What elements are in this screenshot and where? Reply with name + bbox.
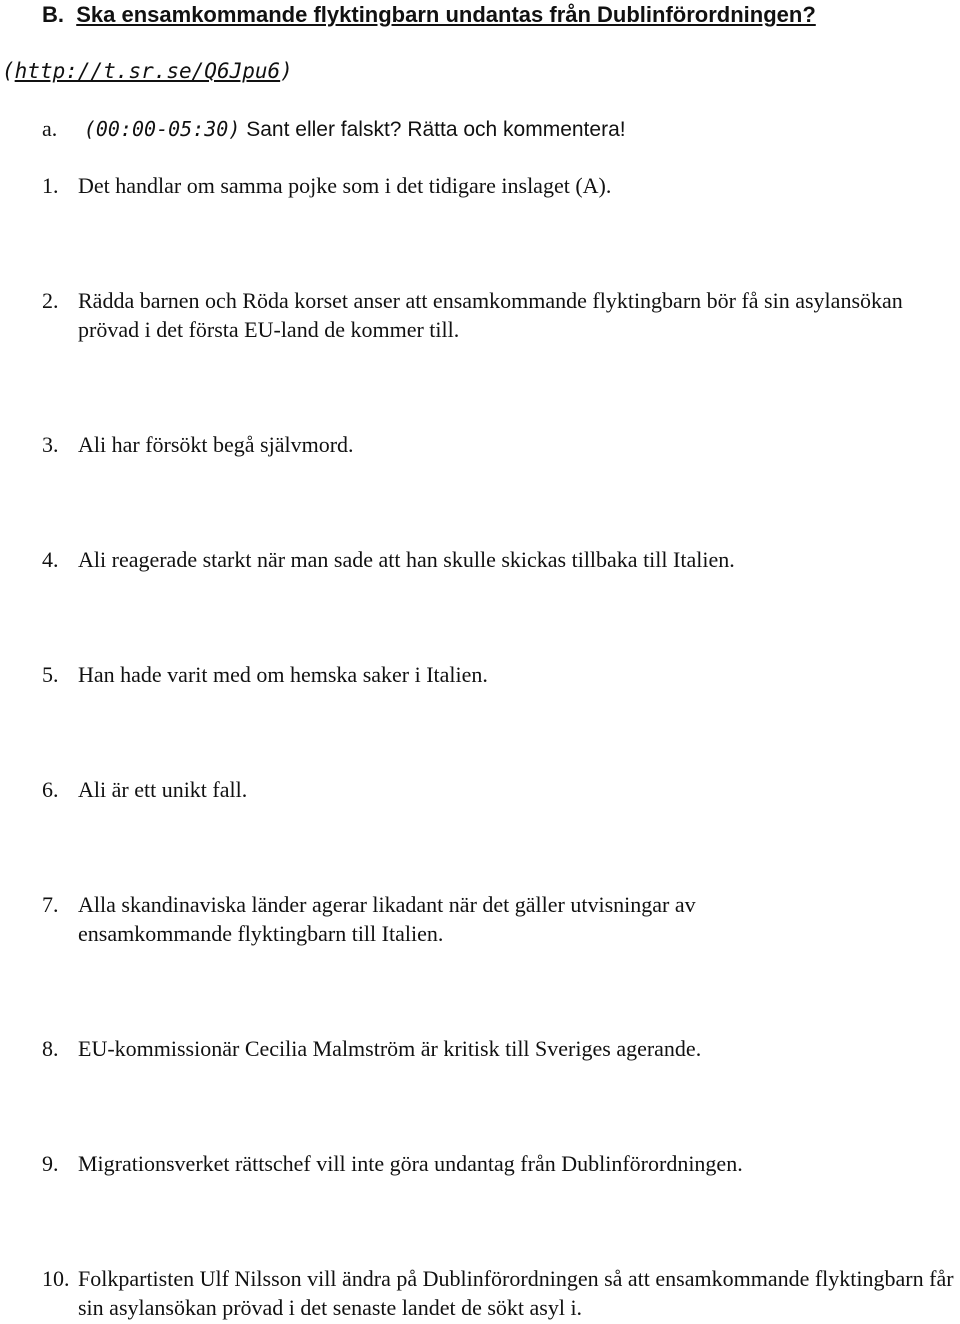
task-instruction — [42, 114, 626, 145]
statement-number: 6. — [42, 777, 59, 802]
statement-text: Det handlar om samma pojke som i det tidigare inslaget (A). — [78, 173, 612, 198]
statement-text: Folkpartisten Ulf Nilsson vill ändra på Dublinförordningen så att ensamkommande flyktingbarn får sin asylansökan prövad i det senaste landet de sökt asyl i. — [78, 1266, 954, 1320]
statement-number: 5. — [42, 662, 59, 687]
statement-text: Alla skandinaviska länder agerar likadant när det gäller utvisningar av ensamkommande flyktingbarn till Italien. — [78, 892, 696, 946]
statement-text: EU-kommissionär Cecilia Malmström är kritisk till Sveriges agerande. — [78, 1036, 702, 1061]
heading-title: Ska ensamkommande flyktingbarn undantas från Dublinförordningen? — [76, 2, 816, 27]
statement-item — [42, 545, 960, 574]
section-heading — [42, 0, 816, 30]
heading-letter: B. — [42, 2, 64, 27]
statement-item — [42, 1034, 960, 1063]
statement-text: Han hade varit med om hemska saker i Italien. — [78, 662, 488, 687]
statement-number: 4. — [42, 547, 59, 572]
statement-item — [42, 775, 960, 804]
statement-item — [42, 890, 842, 948]
statement-text: Ali har försökt begå självmord. — [78, 432, 354, 457]
statement-item — [42, 430, 960, 459]
source-link[interactable]: http://t.sr.se/Q6Jpu6 — [14, 59, 281, 83]
statement-number: 8. — [42, 1036, 59, 1061]
link-close-paren: ) — [280, 59, 293, 83]
statement-item — [42, 660, 960, 689]
time-range: (00:00-05:30) — [83, 117, 241, 141]
statement-number: 9. — [42, 1151, 59, 1176]
link-open-paren: ( — [2, 59, 15, 83]
statement-number: 2. — [42, 288, 59, 313]
statement-number: 1. — [42, 173, 59, 198]
statement-text: Migrationsverket rättschef vill inte göra undantag från Dublinförordningen. — [78, 1151, 743, 1176]
instruction-text: Sant eller falskt? Rätta och kommentera! — [246, 118, 626, 141]
statement-item — [42, 1264, 960, 1322]
statement-number: 3. — [42, 432, 59, 457]
statement-text: Ali är ett unikt fall. — [78, 777, 248, 802]
task-label: a. — [42, 116, 58, 141]
source-link-line — [2, 56, 293, 86]
statement-number: 7. — [42, 892, 59, 917]
statement-text: Rädda barnen och Röda korset anser att ensamkommande flyktingbarn bör få sin asylansökan prövad i det första EU-land de kommer till. — [78, 288, 903, 342]
statement-text: Ali reagerade starkt när man sade att han skulle skickas tillbaka till Italien. — [78, 547, 735, 572]
statement-item — [42, 286, 942, 344]
statement-number: 10. — [42, 1266, 70, 1291]
statement-item — [42, 171, 960, 200]
statement-item — [42, 1149, 960, 1178]
